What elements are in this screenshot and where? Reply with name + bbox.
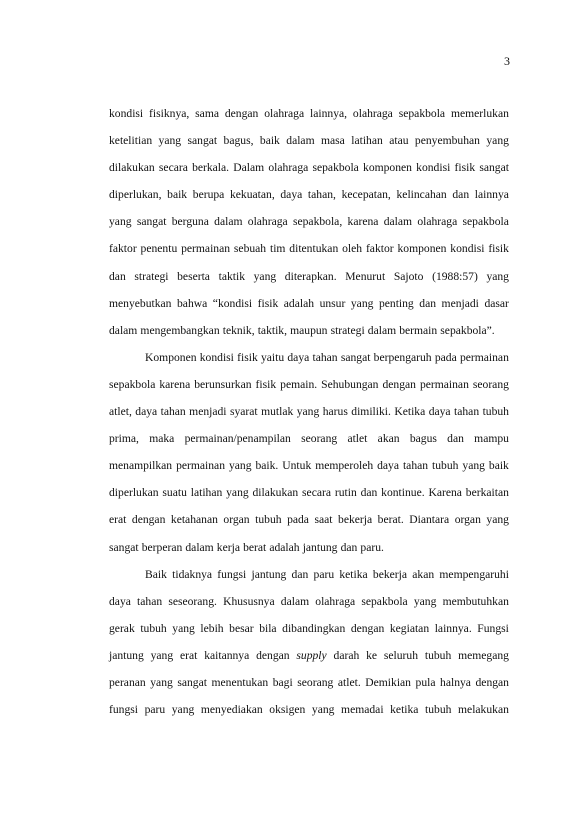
word: yang (226, 486, 249, 500)
word: pula (415, 675, 436, 689)
word: adalah (283, 296, 315, 310)
word: Khususnya (223, 594, 275, 608)
word: mampu (474, 432, 509, 446)
word: kaitannya (204, 648, 250, 662)
word: lainnya (474, 188, 509, 202)
word: karena (159, 377, 191, 391)
word: daya (135, 405, 158, 419)
word: dalam (214, 215, 243, 229)
word: sepakbola (462, 215, 509, 229)
word: organ (223, 513, 250, 527)
word: ke (366, 648, 378, 662)
paragraph (109, 561, 509, 724)
word: penentu (140, 242, 178, 256)
word: seseorang. (168, 594, 217, 608)
word: menyediakan (200, 703, 263, 717)
word: faktor (365, 242, 394, 256)
word: dengan (131, 513, 166, 527)
word: ditentukan (289, 242, 339, 256)
word: kondisi (450, 242, 485, 256)
word: Baik (145, 567, 167, 581)
word: dilakukan (252, 486, 299, 500)
word: taktik (218, 269, 245, 283)
word: darah (333, 648, 360, 662)
word: dengan (475, 675, 509, 689)
word: lainnya. (434, 621, 472, 635)
text-line (109, 398, 509, 425)
word: memegang (458, 648, 509, 662)
word: fisik (257, 296, 279, 310)
word: faktor (109, 242, 137, 256)
word: Untuk (282, 459, 312, 473)
word: yang (109, 215, 132, 229)
page-number: 3 (504, 54, 510, 68)
word: kontinue. (381, 486, 425, 500)
word: tidaknya (172, 567, 213, 581)
word: bagi (272, 675, 293, 689)
text-line (109, 208, 509, 235)
word: akan (412, 567, 435, 581)
text-line (109, 506, 509, 533)
word: masa (321, 134, 345, 148)
word: Komponen (145, 350, 197, 364)
word: Karena (428, 486, 462, 500)
word: yang (486, 269, 509, 283)
word: paru (144, 703, 166, 717)
word: menjadi (441, 296, 479, 310)
word: tubuh (432, 459, 459, 473)
word: yang (150, 648, 174, 662)
text-line (109, 317, 509, 344)
word: Ketika (394, 405, 426, 419)
word: permainan (176, 459, 225, 473)
word: permainan (459, 350, 509, 364)
word: suatu (162, 486, 187, 500)
word: Menurut (345, 269, 386, 283)
word: taktik, (257, 323, 288, 337)
paragraph (109, 100, 509, 344)
word: yang (486, 513, 509, 527)
word: bila (259, 621, 277, 635)
word: tubuh (482, 405, 509, 419)
word: pada (287, 513, 309, 527)
word: yang (462, 459, 485, 473)
word: saat (314, 513, 333, 527)
word: dan (419, 296, 437, 310)
word: fungsi (217, 567, 247, 581)
word: fungsi (109, 703, 138, 717)
word: olahraga (315, 594, 356, 608)
word: menyebutkan (109, 296, 172, 310)
word: fisik (488, 242, 509, 256)
word: maupun (290, 323, 328, 337)
word: yang (228, 459, 252, 473)
word: kondisi (416, 161, 451, 175)
word: fisik (237, 350, 258, 364)
word: fisik (454, 161, 476, 175)
word: daya (428, 405, 451, 419)
word: tahan (160, 405, 186, 419)
word: paru. (360, 540, 384, 554)
word: permainan (419, 377, 469, 391)
word: daya (287, 350, 310, 364)
word: jantung (109, 648, 144, 662)
word: oksigen (269, 703, 306, 717)
text-line (109, 615, 509, 642)
word: baik (488, 459, 509, 473)
word: bermain (399, 323, 438, 337)
text-line (109, 696, 509, 723)
word: seluruh (383, 648, 419, 662)
word: sepakbola, (292, 215, 343, 229)
word: sepakbola (312, 161, 359, 175)
word: sebuah (233, 242, 267, 256)
word: erat (179, 648, 198, 662)
text-line (109, 290, 509, 317)
word: diperlukan, (109, 188, 162, 202)
word: memperoleh (315, 459, 374, 473)
body-text (109, 100, 509, 723)
word: atlet (347, 432, 368, 446)
word: baik (167, 188, 188, 202)
word: dilakukan (109, 161, 155, 175)
word: dan (340, 540, 358, 554)
word: dalam (367, 323, 397, 337)
word: sepakbola”. (440, 323, 495, 337)
word: harus (322, 405, 348, 419)
word: sepakbola (398, 107, 446, 120)
text-line (109, 534, 509, 561)
text-line (109, 154, 509, 181)
word: berat. (377, 513, 404, 527)
word: jantung (302, 540, 338, 554)
word: yaitu (260, 350, 285, 364)
word: organ (454, 513, 481, 527)
word: bagus, (223, 134, 254, 148)
word: baik (259, 134, 280, 148)
word: dasar (484, 296, 509, 310)
word: olahraga (247, 215, 288, 229)
word: tahan (402, 459, 429, 473)
word: yang (171, 703, 195, 717)
word: daya (377, 459, 399, 473)
word: tahan (454, 405, 480, 419)
word: dengan (382, 377, 416, 391)
word: kekuatan, (229, 188, 275, 202)
word: dan (109, 269, 126, 283)
word: dimiliki. (351, 405, 391, 419)
word: akan (377, 432, 400, 446)
word: dalam (383, 215, 413, 229)
word: beserta (177, 269, 210, 283)
word: bahwa (177, 296, 208, 310)
word: Sajoto (393, 269, 424, 283)
word: oleh (342, 242, 363, 256)
word: permainan/penampilan (184, 432, 291, 446)
word: pada (434, 350, 457, 364)
word: menjadi (189, 405, 227, 419)
word: diperlukan (109, 486, 159, 500)
word: lebih (200, 621, 224, 635)
word: berperan (141, 540, 183, 554)
word: atlet. (337, 675, 361, 689)
word: secara (158, 161, 188, 175)
word: yang (253, 269, 277, 283)
word: erat (109, 513, 127, 527)
word: mengembangkan (140, 323, 220, 337)
word: strategi (134, 269, 169, 283)
word: halnya (440, 675, 471, 689)
word: atau (389, 134, 409, 148)
word: yang (158, 134, 182, 148)
word: supply (296, 648, 327, 662)
word: atlet, (109, 405, 132, 419)
word: baik. (255, 459, 279, 473)
word: yang (350, 296, 374, 310)
word: dibandingkan (282, 621, 346, 635)
word: karena (347, 215, 379, 229)
word: secara (302, 486, 332, 500)
word: adalah (269, 540, 300, 554)
word: tubuh (425, 703, 452, 717)
word: tahan, (307, 188, 336, 202)
text-line (109, 181, 509, 208)
paragraph (109, 344, 509, 561)
word: paru (313, 567, 335, 581)
word: ketelitian (109, 134, 153, 148)
text-line (109, 371, 509, 398)
text-line (109, 588, 509, 615)
word: dengan (350, 621, 385, 635)
word: dan (360, 486, 378, 500)
word: mempengaruhi (439, 567, 509, 581)
word: tubuh (140, 621, 167, 635)
word: tubuh (255, 513, 282, 527)
word: kondisi (109, 107, 144, 120)
word: Diantara (409, 513, 450, 527)
word: strategi (330, 323, 365, 337)
word: memerlukan (450, 107, 509, 120)
word: mutlak (261, 405, 294, 419)
word: olahraga (352, 107, 393, 120)
text-line (109, 425, 509, 452)
word: yang (311, 703, 335, 717)
word: daya (280, 188, 303, 202)
word: dalam (286, 134, 315, 148)
word: komponen (363, 161, 412, 175)
word: menentukan (211, 675, 269, 689)
word: dalam (185, 540, 214, 554)
word: dengan (256, 648, 290, 662)
word: unsur (319, 296, 346, 310)
word: kondisi (199, 350, 234, 364)
word: “kondisi (212, 296, 253, 310)
word: dengan (224, 107, 259, 120)
word: kecepatan, (341, 188, 391, 202)
word: latihan (351, 134, 383, 148)
word: daya (109, 594, 131, 608)
word: melakukan (458, 703, 509, 717)
word: teknik, (222, 323, 255, 337)
word: dalam (280, 594, 310, 608)
word: sangat (136, 215, 167, 229)
word: ketahanan (170, 513, 218, 527)
word: berat (243, 540, 267, 554)
word: tim (269, 242, 286, 256)
word: yang (296, 405, 320, 419)
word: fisik (255, 377, 277, 391)
word: kelincahan (396, 188, 447, 202)
word: fisiknya, (149, 107, 190, 120)
word: seorang (297, 675, 334, 689)
word: dan (452, 188, 470, 202)
word: olahraga (268, 161, 309, 175)
word: prima, (109, 432, 139, 446)
word: penyembuhan (414, 134, 480, 148)
word: sangat (340, 350, 371, 364)
word: Demikian (365, 675, 411, 689)
text-line (109, 561, 509, 588)
word: Dalam (233, 161, 265, 175)
word: lainnya, (310, 107, 348, 120)
word: sangat (479, 161, 509, 175)
word: tubuh (424, 648, 452, 662)
word: sangat (187, 134, 218, 148)
word: latihan (190, 486, 223, 500)
text-line (109, 344, 509, 371)
word: menampilkan (109, 459, 173, 473)
word: kerja (216, 540, 240, 554)
word: sepakbola (109, 377, 156, 391)
word: permainan (181, 242, 231, 256)
word: olahraga (264, 107, 305, 120)
word: bagus (409, 432, 437, 446)
word: gerak (109, 621, 135, 635)
word: memadai (341, 703, 384, 717)
word: maka (149, 432, 175, 446)
word: seorang (472, 377, 509, 391)
word: syarat (229, 405, 258, 419)
word: berupa (192, 188, 225, 202)
word: sama (195, 107, 219, 120)
word: diterapkan. (284, 269, 337, 283)
text-line (109, 642, 509, 669)
word: ketika (390, 703, 419, 717)
word: ketika (339, 567, 368, 581)
word: sangat (177, 675, 207, 689)
text-line (109, 127, 509, 154)
word: kegiatan (389, 621, 430, 635)
word: yang (486, 134, 509, 148)
word: berkaitan (465, 486, 509, 500)
word: berguna (171, 215, 209, 229)
text-line (109, 479, 509, 506)
word: yang (413, 594, 437, 608)
word: seorang (301, 432, 338, 446)
word: dan (291, 567, 309, 581)
word: berunsurkan (194, 377, 252, 391)
word: peranan (109, 675, 146, 689)
word: besar (229, 621, 254, 635)
word: (1988:57) (432, 269, 478, 283)
word: sepakbola (361, 594, 408, 608)
word: bekerja (372, 567, 408, 581)
word: tahan (137, 594, 163, 608)
word: tahan (312, 350, 338, 364)
word: berkala. (192, 161, 230, 175)
word: rutin (334, 486, 357, 500)
text-line (109, 669, 509, 696)
text-line (109, 100, 509, 127)
word: Fungsi (477, 621, 509, 635)
word: yang (150, 675, 173, 689)
text-line (109, 452, 509, 479)
word: yang (172, 621, 195, 635)
word: penting (378, 296, 414, 310)
word: membutuhkan (442, 594, 509, 608)
word: bekerja (338, 513, 373, 527)
word: sangat (109, 540, 139, 554)
word: pemain. (280, 377, 318, 391)
word: komponen (397, 242, 447, 256)
word: olahraga (417, 215, 458, 229)
text-line (109, 263, 509, 290)
word: berpengaruh (373, 350, 432, 364)
word: dalam (109, 323, 138, 337)
word: Sehubungan (321, 377, 379, 391)
text-line (109, 235, 509, 262)
word: jantung (251, 567, 287, 581)
word: dan (447, 432, 464, 446)
